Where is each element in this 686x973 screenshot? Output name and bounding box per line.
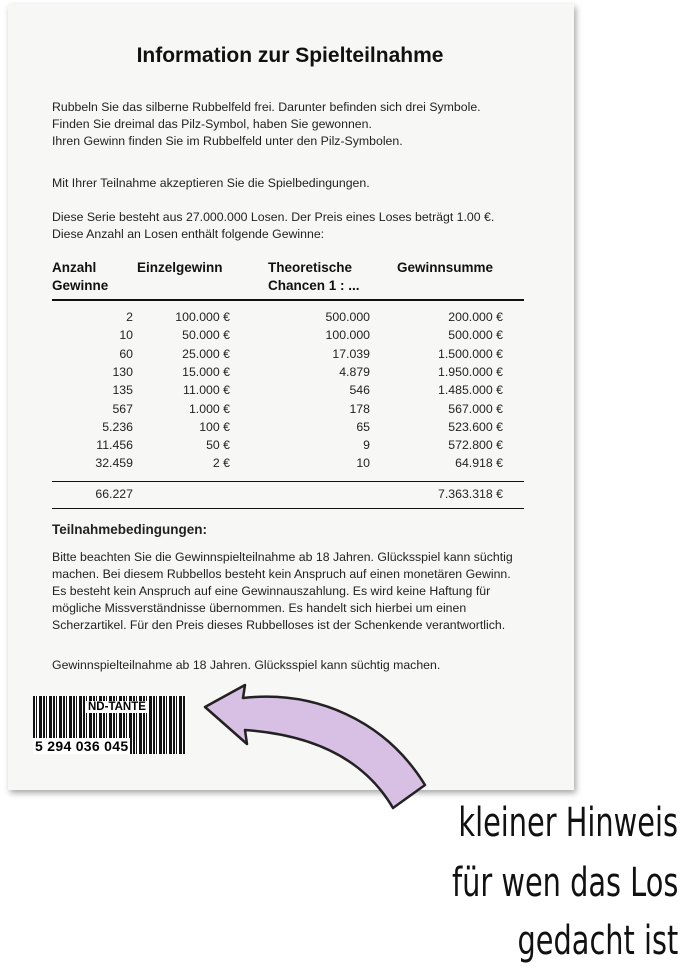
count-cell: 130 <box>112 364 133 379</box>
prize-cell: 50 € <box>206 438 230 453</box>
intro-line: Finden Sie dreimal das Pilz-Symbol, haben Sie gewonnen. <box>52 117 372 131</box>
odds-cell: 9 <box>363 438 370 453</box>
count-cell: 567 <box>112 401 133 416</box>
odds-cell: 500.000 <box>325 310 370 324</box>
conditions-line: Es besteht kein Anspruch auf eine Gewinnauszahlung. Es wird keine Haftung für <box>52 584 491 598</box>
table-row <box>0 383 580 401</box>
prize-cell: 100 € <box>199 419 230 434</box>
total-count: 66.227 <box>95 487 133 501</box>
odds-cell: 4.879 <box>339 364 370 379</box>
total-row <box>0 487 580 505</box>
header-einzelgewinn <box>137 259 223 277</box>
conditions-heading: Teilnahmebedingungen: <box>52 522 207 537</box>
barcode-label: ND-TANTE <box>85 701 149 713</box>
sum-cell: 1.500.000 € <box>438 346 503 361</box>
intro-line: Rubbeln Sie das silberne Rubbelfeld frei. Darunter befinden sich drei Symbole. <box>52 100 481 114</box>
conditions-line: Bitte beachten Sie die Gewinnspielteilnahme ab 18 Jahren. Glücksspiel kann süchtig <box>52 550 513 564</box>
header-chancen <box>268 259 360 295</box>
table-row <box>0 310 580 328</box>
odds-cell: 10 <box>356 456 370 471</box>
count-cell: 11.456 <box>96 438 133 453</box>
sum-cell: 572.800 € <box>448 438 503 453</box>
table-row <box>0 456 580 474</box>
header-rule <box>52 299 524 301</box>
conditions-line: mögliche Missverständnisse übernommen. Es handelt sich hierbei um einen <box>52 601 467 615</box>
count-cell: 32.459 <box>95 456 133 471</box>
odds-cell: 65 <box>356 419 370 434</box>
barcode <box>33 696 186 754</box>
accept-text: Mit Ihrer Teilnahme akzeptieren Sie die Spielbedingungen. <box>52 176 370 190</box>
odds-cell: 178 <box>349 401 370 416</box>
count-cell: 5.236 <box>102 419 133 434</box>
total-rule <box>52 481 524 482</box>
prize-cell: 1.000 € <box>188 401 230 416</box>
page-title: Information zur Spielteilnahme <box>136 44 444 67</box>
table-row <box>0 328 580 346</box>
intro-line: Ihren Gewinn finden Sie im Rubbelfeld unter den Pilz-Symbolen. <box>52 134 403 148</box>
conditions-line: Scherzartikel. Für den Preis dieses Rubbelloses ist der Schenkende verantwortlich. <box>52 618 506 632</box>
odds-cell: 546 <box>349 383 370 398</box>
count-cell: 2 <box>126 310 133 324</box>
table-row <box>0 402 580 420</box>
header-line: Einzelgewinn <box>137 260 223 275</box>
annotation-line: für wen das Los <box>451 860 678 906</box>
total-bottom-rule <box>52 508 524 509</box>
annotation-line: kleiner Hinweis <box>458 800 678 846</box>
prize-cell: 100.000 € <box>175 310 230 324</box>
sum-cell: 1.485.000 € <box>438 383 503 398</box>
prize-cell: 11.000 € <box>183 383 230 398</box>
series-text <box>52 209 494 243</box>
table-row <box>0 438 580 456</box>
header-anzahl <box>52 259 108 295</box>
count-cell: 135 <box>112 383 133 398</box>
header-line: Chancen 1 : ... <box>268 278 360 293</box>
odds-cell: 17.039 <box>332 346 370 361</box>
sum-cell: 523.600 € <box>448 419 503 434</box>
sum-cell: 567.000 € <box>448 401 503 416</box>
conditions-text <box>52 549 513 634</box>
sum-cell: 500.000 € <box>448 328 503 343</box>
sum-cell: 1.950.000 € <box>438 364 503 379</box>
header-line: Gewinnsumme <box>397 260 494 275</box>
conditions-line: machen. Bei diesem Rubbellos besteht kein Anspruch auf einen monetären Gewinn. <box>52 567 511 581</box>
annotation-line: gedacht ist <box>517 918 678 964</box>
series-line: Diese Anzahl an Losen enthält folgende Gewinne: <box>52 227 325 241</box>
count-cell: 60 <box>119 346 133 361</box>
header-line: Anzahl <box>52 260 97 275</box>
prize-cell: 15.000 € <box>182 364 230 379</box>
count-cell: 10 <box>119 328 133 343</box>
odds-cell: 100.000 <box>325 328 370 343</box>
curved-arrow-icon <box>195 680 445 820</box>
prize-cell: 2 € <box>212 456 230 471</box>
header-line: Theoretische <box>268 260 353 275</box>
table-row <box>0 365 580 383</box>
series-line: Diese Serie besteht aus 27.000.000 Losen. Der Preis eines Loses beträgt 1.00 €. <box>52 210 495 224</box>
table-row <box>0 347 580 365</box>
prize-cell: 50.000 € <box>182 328 230 343</box>
header-line: Gewinne <box>52 278 109 293</box>
prize-cell: 25.000 € <box>182 346 230 361</box>
table-row <box>0 420 580 438</box>
sum-cell: 64.918 € <box>455 456 503 471</box>
warning-text: Gewinnspielteilnahme ab 18 Jahren. Glücksspiel kann süchtig machen. <box>52 658 441 672</box>
barcode-number: 5 294 036 045 <box>35 738 129 754</box>
total-sum: 7.363.318 € <box>438 487 503 501</box>
intro-text <box>52 99 481 150</box>
header-gewinnsumme <box>397 259 493 277</box>
sum-cell: 200.000 € <box>448 310 503 324</box>
